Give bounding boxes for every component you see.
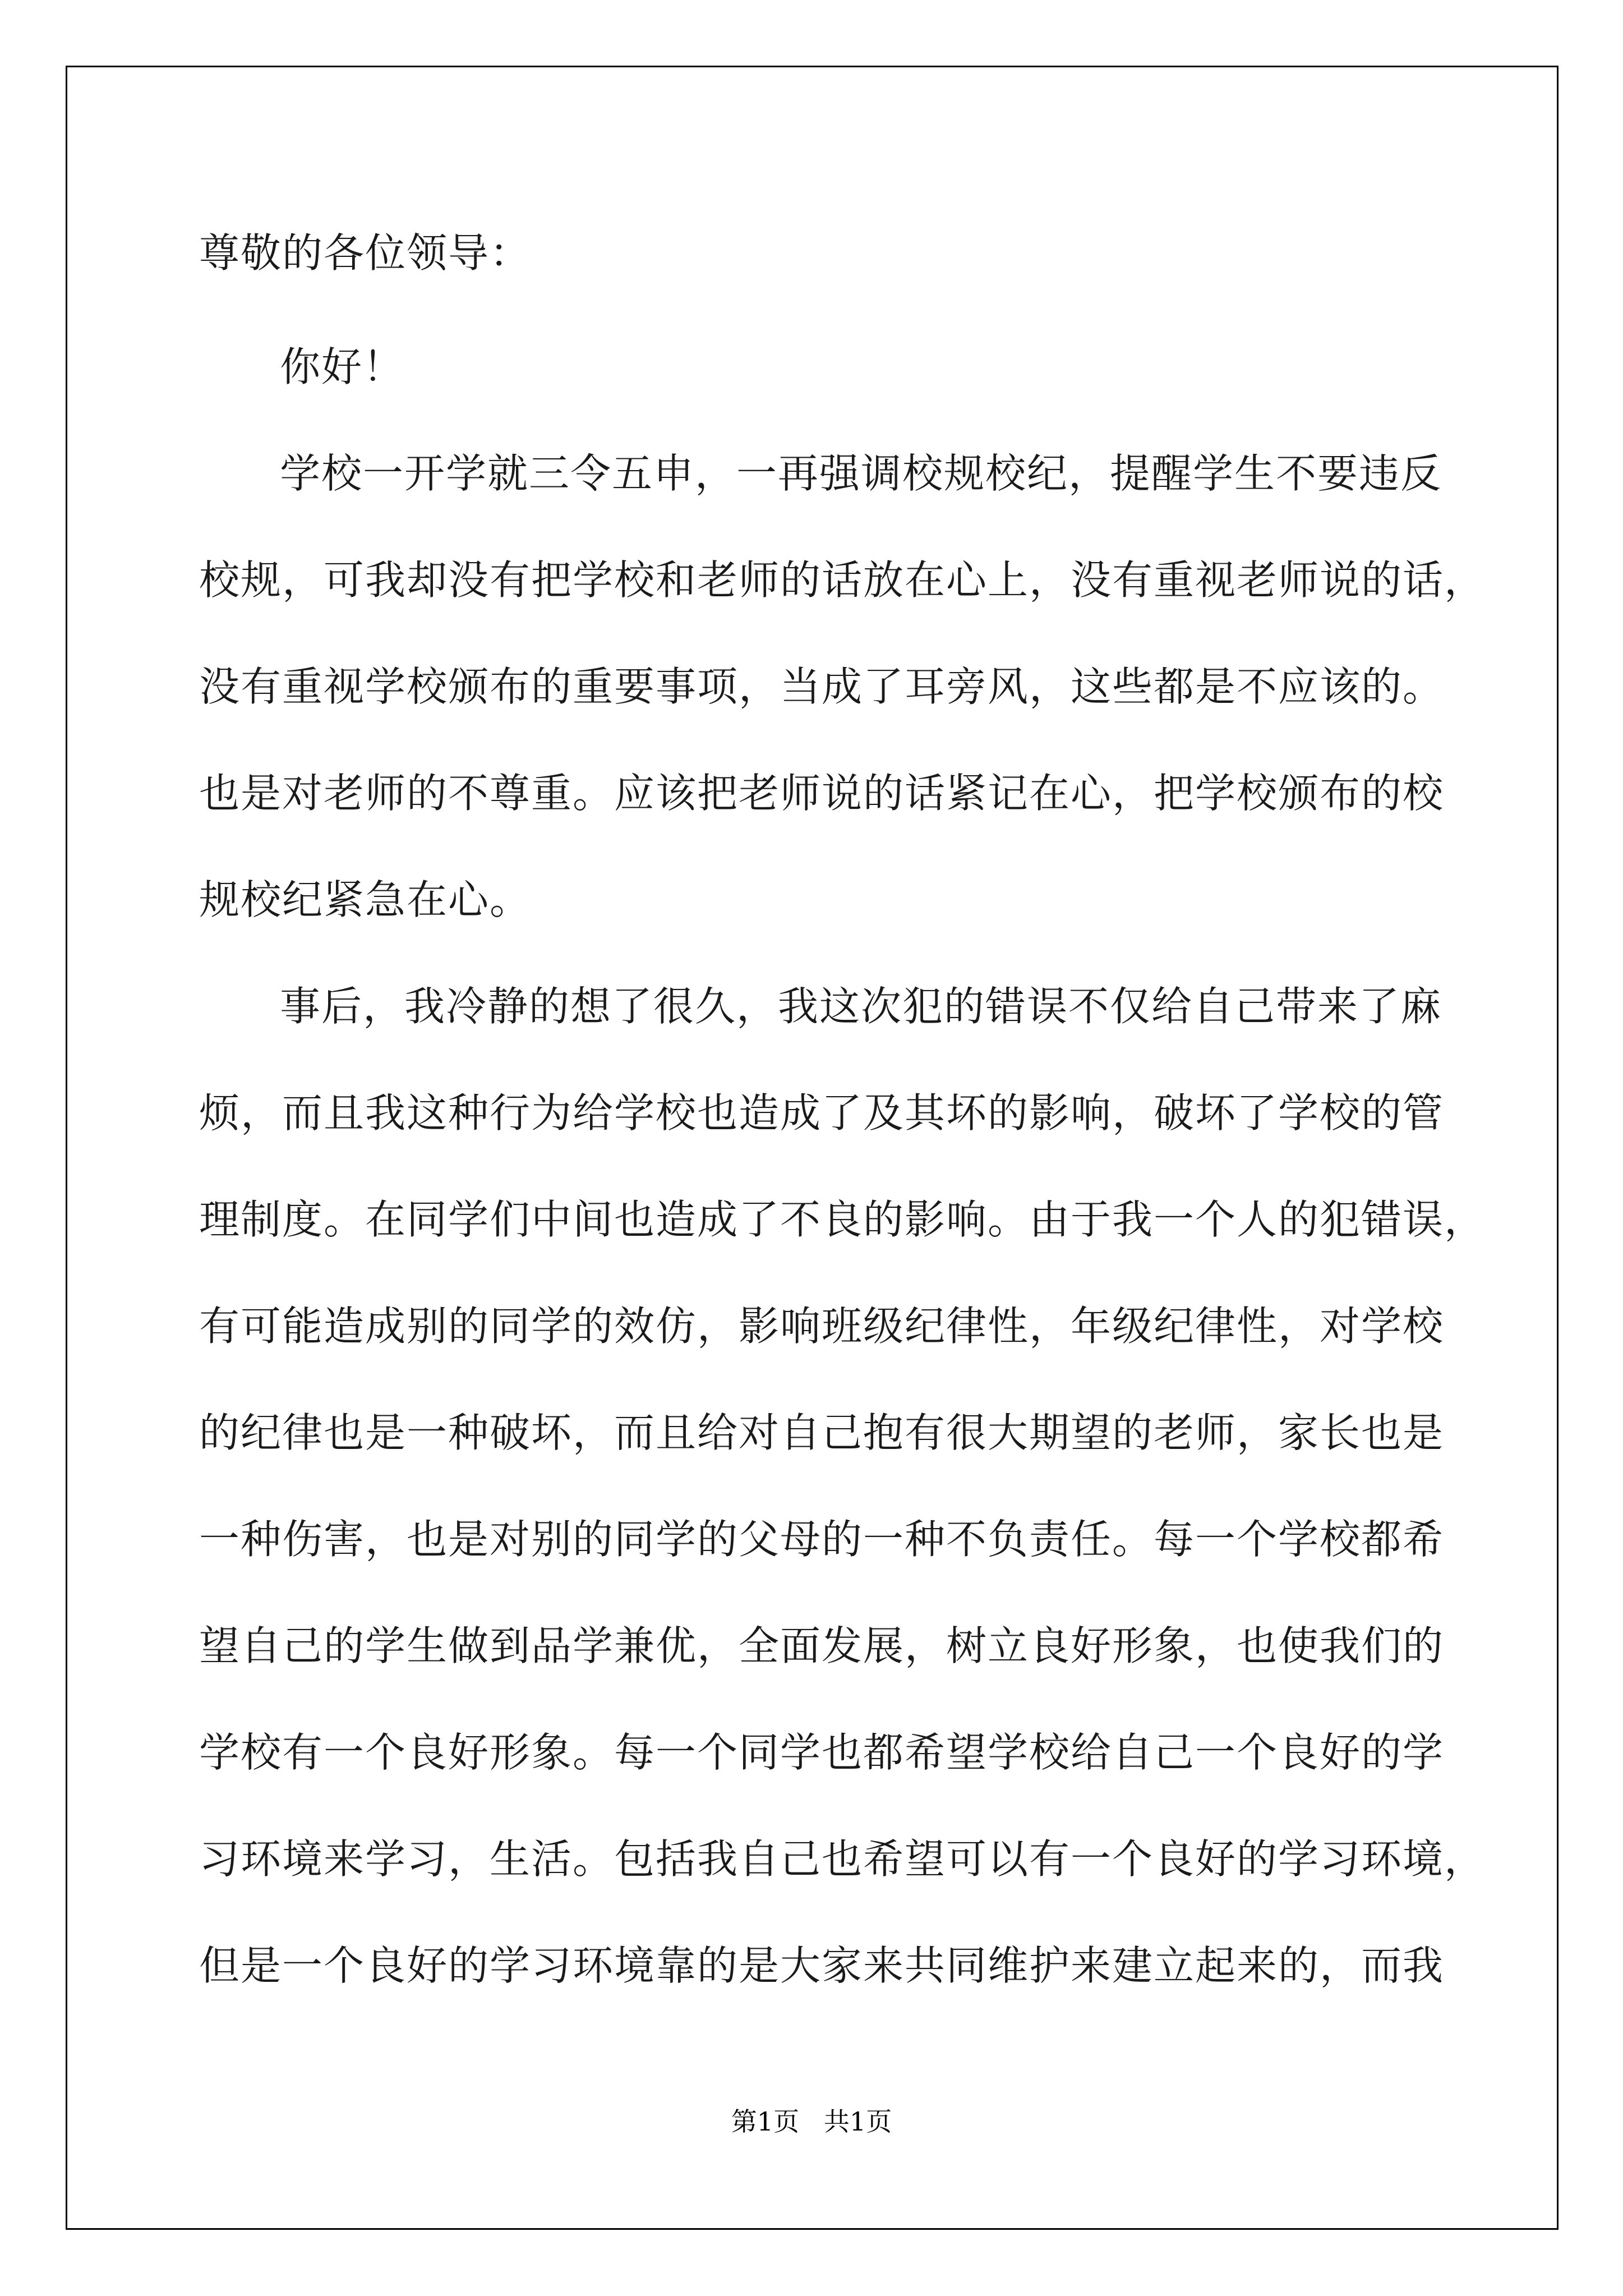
paragraph-line: 也是对老师的不尊重。应该把老师说的话紧记在心，把学校颁布的校: [199, 770, 1445, 817]
paragraph-line: 规校纪紧急在心。: [199, 876, 532, 923]
paragraph-line: 事后，我冷静的想了很久，我这次犯的错误不仅给自己带来了麻: [280, 983, 1442, 1030]
paragraph-line: 一种伤害，也是对别的同学的父母的一种不负责任。每一个学校都希: [199, 1516, 1445, 1563]
paragraph-line: 理制度。在同学们中间也造成了不良的影响。由于我一个人的犯错误，: [199, 1196, 1486, 1243]
paragraph-line: 但是一个良好的学习环境靠的是大家来共同维护来建立起来的，而我: [199, 1942, 1445, 1989]
greeting: 你好！: [280, 343, 405, 390]
paragraph-line: 的纪律也是一种破坏，而且给对自己抱有很大期望的老师，家长也是: [199, 1409, 1445, 1456]
paragraph-line: 学校有一个良好形象。每一个同学也都希望学校给自己一个良好的学: [199, 1729, 1445, 1776]
paragraph-line: 有可能造成别的同学的效仿，影响班级纪律性，年级纪律性，对学校: [199, 1303, 1445, 1350]
paragraph-line: 习环境来学习，生活。包括我自己也希望可以有一个良好的学习环境，: [199, 1835, 1486, 1883]
paragraph-line: 望自己的学生做到品学兼优，全面发展，树立良好形象，也使我们的: [199, 1622, 1445, 1669]
page-number-footer: 第1页 共1页: [731, 2106, 892, 2137]
paragraph-line: 没有重视学校颁布的重要事项，当成了耳旁风，这些都是不应该的。: [199, 663, 1445, 710]
paragraph-line: 校规，可我却没有把学校和老师的话放在心上，没有重视老师说的话，: [199, 556, 1486, 604]
paragraph-line: 烦，而且我这种行为给学校也造成了及其坏的影响，破坏了学校的管: [199, 1089, 1445, 1137]
salutation: 尊敬的各位领导：: [199, 229, 532, 277]
paragraph-line: 学校一开学就三令五申，一再强调校规校纪，提醒学生不要违反: [280, 450, 1442, 497]
